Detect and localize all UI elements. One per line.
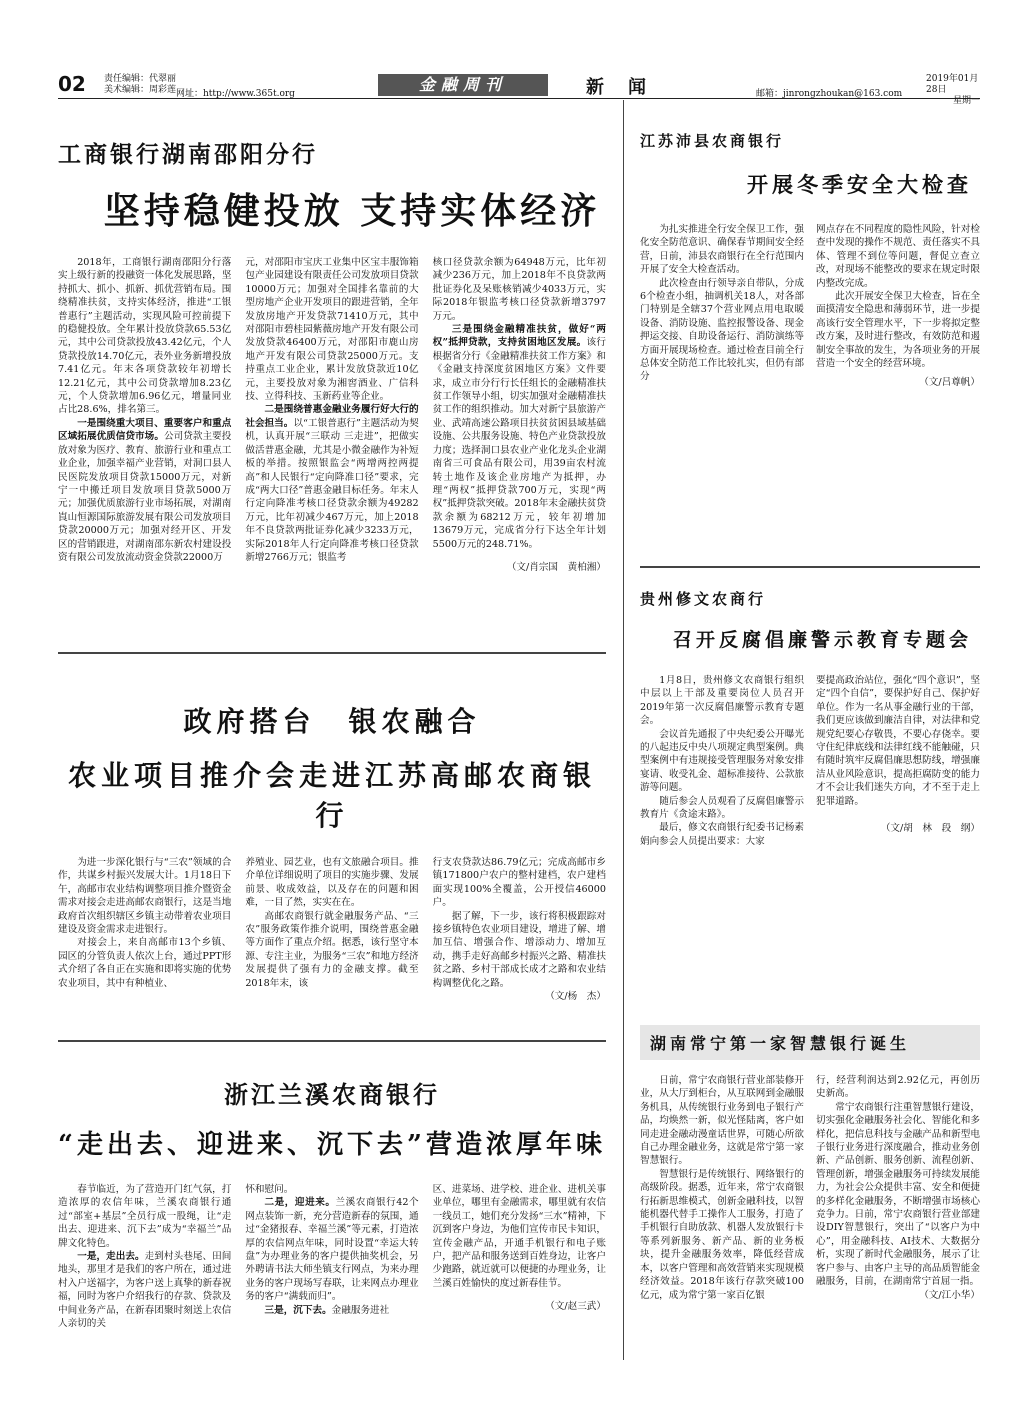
column-divider [623, 100, 624, 1360]
article-title-bar [640, 1025, 980, 1060]
paragraph: 行，经营利润达到2.92亿元，再创历史新高。 [816, 1075, 980, 1100]
column-3 [433, 1183, 606, 1330]
article-title: 政府搭台 银农融合 [183, 705, 481, 738]
paragraph: 最后，修文农商银行纪委书记杨素娟向参会人员提出要求：大家 [640, 822, 804, 847]
bold-lead: 二是围绕普惠金融业务履行好大行的社会担当。 [245, 404, 419, 429]
paragraph-text: 兰溪农商银行42个网点装饰一新，充分营造新春的氛围，通过“金猪报春、幸福兰溪”等元素，打造浓厚的农信网点年味，同时设置“幸运大转盘”为办理业务的客户提供抽奖机会，另外聘请书法大师坐镇支行网点，为来办理业务的客户现场写春联，让来网点办理业务的客户“满载而归”。 [245, 1197, 419, 1303]
article-lanxi [58, 1075, 606, 1375]
article-title: 湖南常宁第一家智慧银行诞生 [650, 1034, 911, 1053]
paragraph: 常宁农商银行注重智慧银行建设，切实强化金融服务社会化、智能化和多样化，把信息科技与金融产品和新型电子银行业务进行深度融合，推动业务创新、产品创新、服务创新、流程创新、管理创新，增强金融服务可持续发展能力，为社会公众提供丰富、安全和便捷的多样化金融服务，不断增强市场核心竞争力。日前，常宁农商银行营业部建设DIY智慧银行，突出了“以客户为中心”，用金融科技、AI技术、大数据分析，实现了新时代金融服务，展示了让客户参与、由客户主导的高品质智能金融服务，目前，在湖南常宁首屈一指。 [816, 1101, 980, 1288]
article-gaoyou [58, 700, 606, 1030]
paragraph: 为扎实推进全行安全保卫工作，强化安全防范意识、确保春节期间安全经营，日前，沛县农商银行在全行范围内开展了安全大检查活动。 [640, 224, 804, 276]
paragraph: 区、进菜场、进学校、进企业、进机关事业单位，哪里有金融需求，哪里就有农信一线员工，她们充分发扬“三水”精神，下沉到客户身边，为他们宣传市民卡知识，宣传金融产品，开通手机银行和电子账户，把产品和服务送到百姓身边，让客户少跑路，就近就可以便捷的办理业务，让兰溪百姓愉快的度过新春佳节。 [432, 1184, 606, 1289]
paragraph: 智慧银行是传统银行、网络银行的高级阶段。据悉，近年来，常宁农商银行拓新思维模式，创新金融科技，以智能机器代替手工操作人工服务，打造了手机银行自助放款、机器人发放银行卡等系列新服务、新产品、新的业务板块，提升金融服务效率，降低经营成本，以客户管理和高效营销来实现规模经济效益。2018年该行存款突破100亿元，成为常宁第一家百亿银 [640, 1168, 804, 1301]
email: 邮箱：jinrongzhoukan@163.com [756, 89, 903, 99]
divider [58, 652, 606, 654]
paragraph [245, 403, 418, 564]
divider [640, 566, 980, 568]
paragraph: 为进一步深化银行与“三农”领域的合作，共谋乡村振兴发展大计。1月18日下午，高邮市农业结构调整项目推介暨资金需求对接会走进高邮农商银行，这是当地政府首次组织辖区乡镇主动带着农业项目建设及资金需求走进银行。 [58, 857, 232, 936]
paragraph: 随后参会人员观看了反腐倡廉警示教育片《贪途末路》。 [640, 795, 804, 821]
section-title: 新闻 [586, 77, 670, 98]
article-title: 召开反腐倡廉警示教育专题会 [672, 629, 972, 651]
column-3 [433, 256, 606, 574]
bold-lead: 一是围绕重大项目、重要客户和重点区域拓展优质信贷市场。 [58, 417, 232, 443]
article-subtitle: 贵州修文农商行 [640, 590, 767, 608]
article-subtitle: 浙江兰溪农商银行 [224, 1080, 440, 1109]
article-title-2: 农业项目推介会走进江苏高邮农商银行 [67, 759, 596, 832]
paragraph-text: 该行根据省分行《金融精准扶贫工作方案》和《金融支持深度贫困地区方案》文件要求，成立市分行行长任组长的金融精准扶贫工作领导小组，切实加强对金融精准扶贫工作的组织推动。加大对新宁县旅游产业、武靖高速公路项目扶贫贫困县域基础设施、公共服务设施、特色产业贷款投放力度；选择洞口县农业产业化龙头企业湖南省三可食品有限公司，用39亩农村流转土地作及该企业房地产为抵押，办理“两权”抵押贷款700万元，实现“两权”抵押贷款突破。2018年末金融扶贫贷款余额为68212万元，较年初增加13679万元，完成省分行下达全年计划5500万元的248.71%。 [432, 337, 606, 550]
paragraph: 此次检查由行领导亲自带队，分成6个检查小组，抽调机关18人，对各部门特别是全辖37个营业网点用电取暖设备、消防设施、监控报警设备、现金押运交接、自助设备运行、消防演练等方面开展现场检查。通过检查目前全行总体安全防范工作比较扎实，但仍有部分 [640, 277, 804, 383]
paragraph [433, 323, 606, 551]
paragraph: 春节临近，为了营造开门红气氛，打造浓厚的农信年味，兰溪农商银行通过“部室+基层”全员行成一股绳，让“走出去、迎进来、沉下去”成为“幸福兰”品牌文化特色。 [58, 1184, 232, 1249]
paragraph [58, 417, 231, 564]
paragraph: 元，对邵阳市宝庆工业集中区宝丰服饰箱包产业园建设有限责任公司发放项目贷款10000万元；加强对全国排名靠前的大型房地产企业开发项目的跟进营销，全年发放房地产开发贷款71410万元，其中对邵阳市碧桂园紫薇房地产开发有限公司发放贷款46400万元，对邵阳市鹿山房地产开发有限公司贷款25000万元。支持重点工业企业，累计发放贷款近10亿元，主要投放对象为湘窖酒业、广信科技、立得科技、玉新药业等企业。 [245, 257, 419, 403]
column-3 [433, 856, 606, 1003]
page-number: 02 [58, 72, 86, 96]
page-header [58, 72, 980, 106]
paragraph: 会议首先通报了中央纪委公开曝光的八起违反中央八项规定典型案例。典型案例中有违规接受管理服务对象安排宴请、收受礼金、超标准接待、公款旅游等问题。 [640, 728, 804, 794]
article-peixian [640, 130, 980, 430]
column-1 [640, 223, 804, 390]
paragraph: 日前，常宁农商银行营业部装修开业，从大厅到柜台，从互联网到金融服务机具，从传统银行业务到电子银行产品，均焕然一新，似光怪陆离，客户如同走进金融动漫童话世界，可随心所欲自己办理金融业务，这就是常宁第一家智慧银行。 [640, 1075, 804, 1167]
byline: （文/吕尊帆） [919, 377, 980, 389]
byline: （文/江小华） [919, 1289, 980, 1301]
paragraph [58, 1250, 231, 1330]
article-icbc-shaoyang [58, 136, 606, 646]
byline: （文/赵三武） [545, 1301, 606, 1313]
designer-name: 美术编辑：周彩莲 [104, 85, 177, 95]
column-2 [816, 223, 980, 390]
article-changning [640, 1025, 980, 1365]
paragraph: 2018年，工商银行湖南邵阳分行落实上级行新的投融资一体化发展思路，坚持抓大、抓小、抓新、抓优营销布局。围绕精准扶贫，支持实体经济，推进“工银普惠行”主题活动，实现风险可控前提下的稳健投放。全年累计投放贷款65.53亿元，其中公司贷款投放43.42亿元，个人贷款投放14.70亿元，表外业务新增投放7.41亿元。年末各项贷款较年初增长12.21亿元，其中公司贷款增加8.23亿元，个人贷款增加6.96亿元，增量同业占比28.6%，排名第三。 [58, 257, 232, 416]
bold-lead: 二是，迎进来。 [264, 1197, 336, 1209]
article-subtitle: 工商银行湖南邵阳分行 [58, 141, 318, 168]
article-title: 坚持稳健投放 支持实体经济 [103, 190, 601, 232]
column-1 [640, 674, 804, 848]
article-subtitle: 江苏沛县农商银行 [640, 132, 785, 150]
column-2 [816, 1074, 980, 1302]
masthead-logo: 金融周刊 [378, 74, 548, 96]
date: 2019年01月28日 [926, 74, 979, 95]
article-title: 开展冬季安全大检查 [747, 172, 972, 197]
column-2 [245, 1183, 418, 1330]
column-2 [245, 256, 418, 574]
paragraph-text: 金融服务进社 [331, 1304, 390, 1316]
column-2 [816, 674, 980, 848]
paragraph: 要提高政治站位，强化“四个意识”，坚定“四个自信”，要保护好自己、保护好单位。作为一名从事金融行业的干部，我们更应该做到廉洁自律，对法律和党规党纪要心存敬畏，不要心存侥幸。要守住纪律底线和法律红线不能触碰，只有随时筑牢反腐倡廉思想防线，增强廉洁从业风险意识，提高拒腐防变的能力才不会让我们迷失方向，才不至于走上犯罪道路。 [816, 675, 980, 807]
paragraph: 怀和慰问。 [245, 1184, 294, 1195]
paragraph: 行支农贷款达86.79亿元；完成高邮市乡镇171800户农户的整村建档，农户建档面实现100%全覆盖，公开授信46000户。 [432, 857, 606, 909]
paragraph [245, 1304, 418, 1317]
column-1 [640, 1074, 804, 1302]
paragraph-text: 公司贷款主要投放对象为医疗、教育、旅游行业和重点工业企业，加强幸福产业营销，对洞口县人民医院发放项目贷款15000万元，对新宁一中搬迁项目发放项目贷款5000万元；加强优质旅游行业市场拓展，对湖南崀山恒源国际旅游发展有限公司发放项目贷款20000万元；加强对经开区、开发区的营销跟进，对湖南邵东新农村建设投资有限公司发放流动资金贷款22000万 [58, 431, 232, 563]
paragraph: 养殖业、园艺业，也有文旅融合项目。推介单位详细说明了项目的实施步骤、发展前景、收成效益，以及存在的问题和困难，一目了然，实实在在。 [245, 857, 419, 909]
byline: （文/胡 林 段 纲） [880, 823, 980, 835]
website: 网址：http://www.365t.org [176, 89, 295, 99]
paragraph [245, 1196, 418, 1303]
bold-lead: 一是，走出去。 [77, 1251, 145, 1263]
weekday: 星期一 [952, 96, 980, 106]
article-xiuwen [640, 588, 980, 878]
paragraph: 1月8日，贵州修文农商银行组织中层以上干部及重要岗位人员召开2019年第一次反腐倡廉警示教育专题会。 [640, 675, 804, 727]
paragraph: 此次开展安全保卫大检查，旨在全面摸清安全隐患和薄弱环节，进一步提高该行安全管理水平，下一步将拟定整改方案，及时进行整改，有效防范和遏制安全事故的发生，为各项业务的开展营造一个安全的经营环境。 [816, 291, 980, 370]
byline: （文/肖宗国 黄柏湘） [506, 561, 606, 573]
article-title: “走出去、迎进来、沉下去”营造浓厚年味 [58, 1130, 606, 1160]
paragraph: 对接会上，来自高邮市13个乡镇、园区的分管负责人依次上台，通过PPT形式介绍了各自正在实施和即将实施的优势农业项目，其中有种植业、 [58, 937, 232, 989]
paragraph-text: 走到村头巷尾、田间地头，那里才是我们的客户所在，通过进村入户送福字，为客户送上真挚的新春祝福，同时为客户介绍我行的存款、贷款及中间业务产品，在新春团聚时刻送上农信人亲切的关 [58, 1251, 232, 1330]
byline: （文/杨 杰） [545, 991, 606, 1003]
paragraph: 网点存在不同程度的隐性风险，针对检查中发现的操作不规范、责任落实不具体、管理不到位等问题，督促立查立改，对现场不能整改的要求在规定时限内整改完成。 [816, 224, 980, 289]
editor-name: 责任编辑：代翠丽 [104, 74, 177, 84]
paragraph: 核口径贷款余额为64948万元，比年初减少236万元，加上2018年不良贷款两批证券化及呆账核销减少4033万元，实际2018年银监考核口径贷款新增3797万元。 [432, 257, 606, 322]
bold-lead: 三是，沉下去。 [264, 1304, 332, 1316]
column-1 [58, 256, 231, 574]
paragraph: 高邮农商银行就金融服务产品、“三农”服务政策作推介说明，围绕普惠金融等方面作了重点介绍。据悉，该行坚守本源、专注主业，为服务“三农”和地方经济发展提供了强有力的金融支撑。截至2018年末，该 [245, 910, 419, 989]
divider [58, 1040, 606, 1042]
column-2 [245, 856, 418, 1003]
column-1 [58, 856, 231, 1003]
issue-date [926, 74, 980, 107]
bold-lead: 三是围绕金融精准扶贫，做好“两权”抵押贷款，支持贫困地区发展。 [432, 324, 606, 349]
paragraph-text: 以“工银普惠行”主题活动为契机，认真开展“三联动 三走进”，把做实做活普惠金融，尤其是小微金融作为补短板的举措。按照银监会“两增两控两提高”和人民银行“定向降准口径”要求，完成“两大口径”普惠金融目标任务。年末人行定向降准考核口径贷款余额为49282万元，比年初减少467万元，加上2018年不良贷款两批证券化减少3233万元，实际2018年人行定向降准考核口径贷款新增2766万元；银监考 [245, 417, 419, 563]
editor-credits [104, 74, 176, 96]
column-1 [58, 1183, 231, 1330]
paragraph: 据了解，下一步，该行将积极跟踪对接乡镇特色农业项目建设，增进了解、增加互信、增强合作、增添动力、增加互动，携手走好高邮乡村振兴之路、精准扶贫之路、乡村干部成长成才之路和农业结构调整优化之路。 [432, 910, 606, 989]
